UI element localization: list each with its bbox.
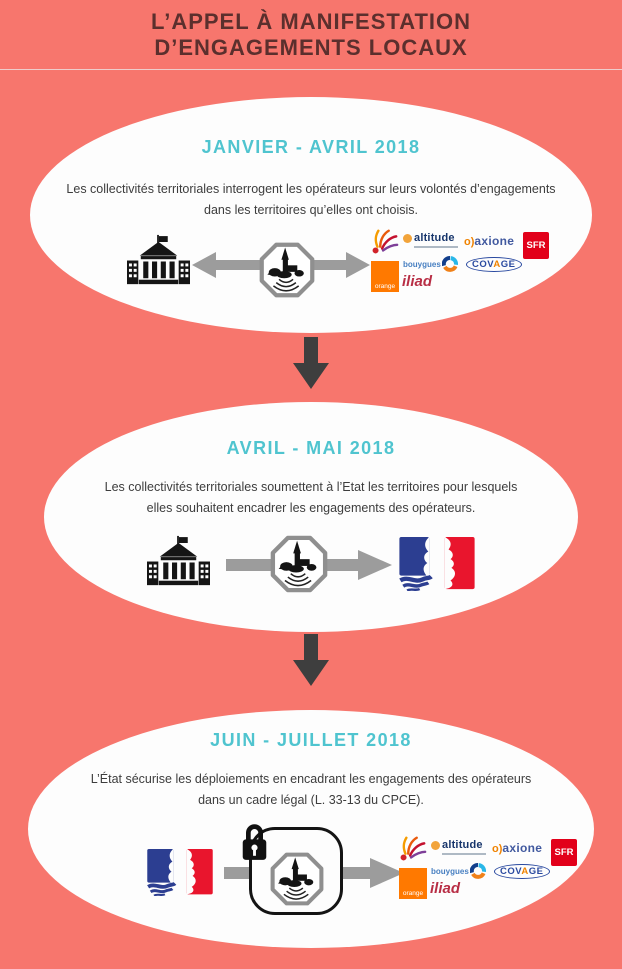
iliad-logo: iliad <box>402 273 433 290</box>
flow-down-arrow-2-icon <box>293 634 329 686</box>
stage-1-period: JANVIER - AVRIL 2018 <box>201 137 421 157</box>
bouygues-logo: bouygues <box>431 863 486 879</box>
altitude-subline <box>414 246 458 248</box>
stage-3-description-line2: dans un cadre légal (L. 33-13 du CPCE). <box>198 793 424 807</box>
splash-operator-logo-icon <box>397 834 427 864</box>
french-state-marianne-logo <box>399 537 475 591</box>
bouygues-logo: bouygues <box>403 256 458 272</box>
altitude-logo: altitude <box>403 232 458 248</box>
altitude-dot-icon <box>403 234 412 243</box>
stage-3-description <box>0 769 622 811</box>
french-state-marianne-logo <box>147 849 213 896</box>
stage-1-description-line1: Les collectivités territoriales interrogent les opérateurs sur leurs volontés d’engagements <box>66 182 556 196</box>
title-divider <box>0 69 622 70</box>
operator-logos-group <box>397 834 589 900</box>
covage-logo: COVAGE <box>466 257 522 272</box>
padlock-icon <box>239 821 270 864</box>
village-octagon-icon <box>269 851 325 907</box>
stage-3-description-line1: L’État sécurise les déploiements en encadrant les engagements des opérateurs <box>90 772 532 786</box>
stage-2-description-line1: Les collectivités territoriales soumettent à l’Etat les territoires pour lesquels <box>104 480 518 494</box>
axione-logo: o)axione <box>492 841 543 855</box>
splash-operator-logo-icon <box>369 227 399 257</box>
flow-down-arrow-1-icon <box>293 337 329 389</box>
page-title-line2: D’ENGAGEMENTS LOCAUX <box>154 35 468 60</box>
town-hall-icon <box>147 535 210 590</box>
altitude-dot-icon <box>431 841 440 850</box>
stage-3-period: JUIN - JUILLET 2018 <box>210 730 412 750</box>
page-title-line1: L’APPEL À MANIFESTATION <box>150 9 471 34</box>
iliad-logo: iliad <box>430 880 461 897</box>
stage-1-description <box>0 179 622 221</box>
sfr-logo: SFR <box>551 839 577 866</box>
orange-logo: orange <box>371 261 399 292</box>
stage-2-description <box>0 477 622 519</box>
bouygues-icon <box>442 256 458 272</box>
altitude-logo: altitude <box>431 839 486 855</box>
axione-logo: o)axione <box>464 234 515 248</box>
bouygues-icon <box>470 863 486 879</box>
sfr-logo: SFR <box>523 232 549 259</box>
village-octagon-icon <box>258 241 316 299</box>
operator-logos-group <box>369 227 561 293</box>
covage-logo: COVAGE <box>494 864 550 879</box>
stage-2-description-line2: elles souhaitent encadrer les engagements des opérateurs. <box>146 501 476 515</box>
page-title <box>0 9 622 61</box>
town-hall-icon <box>127 234 190 289</box>
stage-2-period: AVRIL - MAI 2018 <box>226 438 396 458</box>
stage-1-description-line2: dans les territoires qu’elles ont choisis. <box>204 203 418 217</box>
village-octagon-icon <box>269 534 329 594</box>
altitude-subline <box>442 853 486 855</box>
orange-logo: orange <box>399 868 427 899</box>
